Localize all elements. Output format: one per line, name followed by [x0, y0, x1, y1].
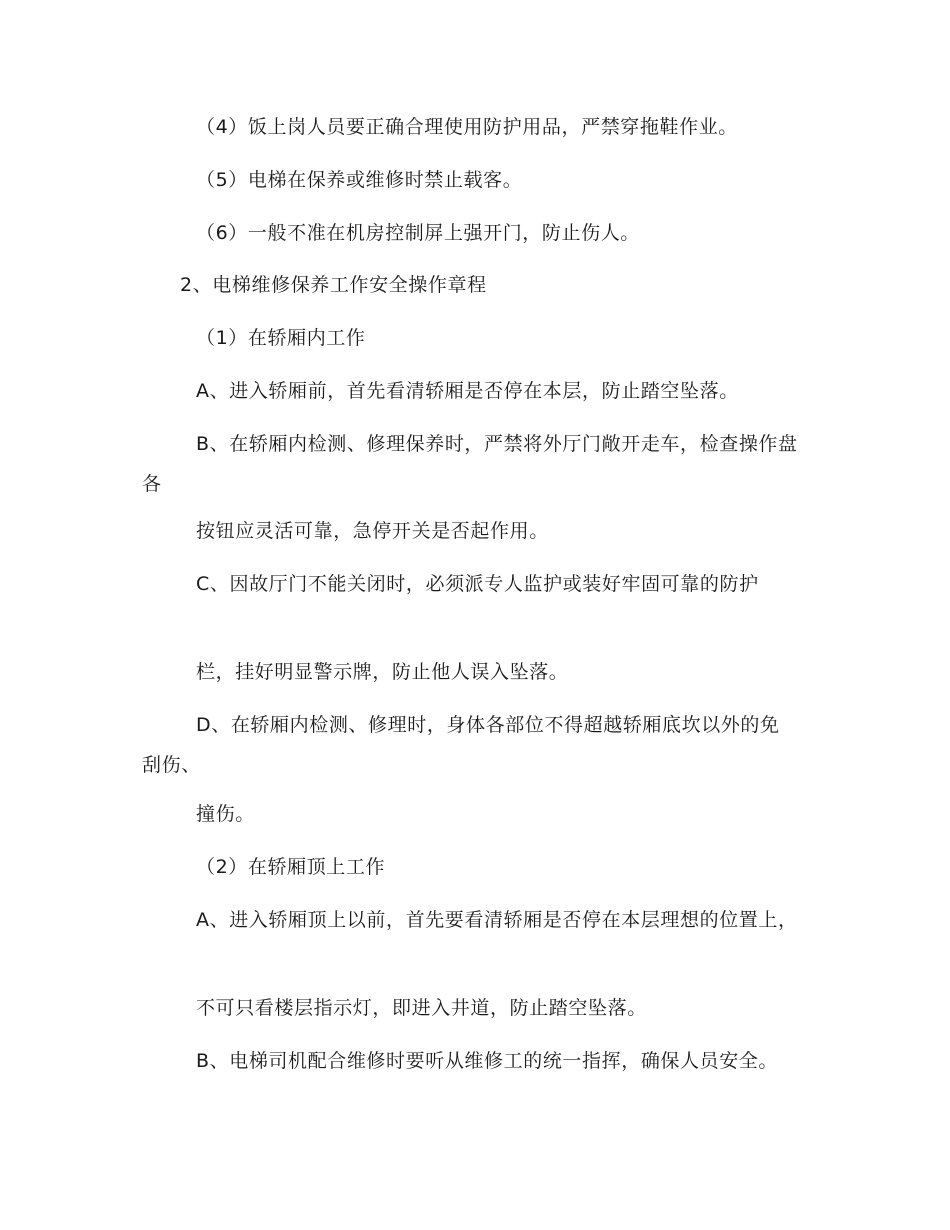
subsection-heading-1: （1）在轿厢内工作	[196, 327, 366, 349]
paragraph-item-4: （4）饭上岗人员要正确合理使用防护用品，严禁穿拖鞋作业。	[196, 116, 738, 138]
paragraph-item-6: （6）一般不准在机房控制屏上强开门，防止伤人。	[196, 222, 640, 244]
paragraph-c1: C、因故厅门不能关闭时，必须派专人监护或装好牢固可靠的防护	[196, 573, 759, 595]
subsection-heading-2: （2）在轿厢顶上工作	[196, 856, 386, 878]
paragraph-item-5: （5）电梯在保养或维修时禁止载客。	[196, 169, 523, 191]
paragraph-b1: B、在轿厢内检测、修理保养时，严禁将外厅门敞开走车，检查操作盘各	[142, 433, 798, 495]
paragraph-a2: A、进入轿厢顶上以前，首先要看清轿厢是否停在本层理想的位置上，	[196, 909, 798, 931]
paragraph-c1-continued: 栏，挂好明显警示牌，防止他人误入坠落。	[196, 661, 569, 683]
section-heading: 2、电梯维修保养工作安全操作章程	[180, 274, 487, 296]
paragraph-d1-continued: 撞伤。	[196, 803, 255, 825]
paragraph-b2: B、电梯司机配合维修时要听从维修工的统一指挥，确保人员安全。	[196, 1050, 779, 1072]
paragraph-a1: A、进入轿厢前，首先看清轿厢是否停在本层，防止踏空坠落。	[196, 380, 739, 402]
paragraph-b1-continued: 按钮应灵活可靠，急停开关是否起作用。	[196, 520, 549, 542]
paragraph-a2-continued: 不可只看楼层指示灯，即进入井道，防止踏空坠落。	[196, 997, 647, 1019]
paragraph-d1: D、在轿厢内检测、修理时，身体各部位不得超越轿厢底坎以外的免刮伤、	[142, 714, 780, 776]
